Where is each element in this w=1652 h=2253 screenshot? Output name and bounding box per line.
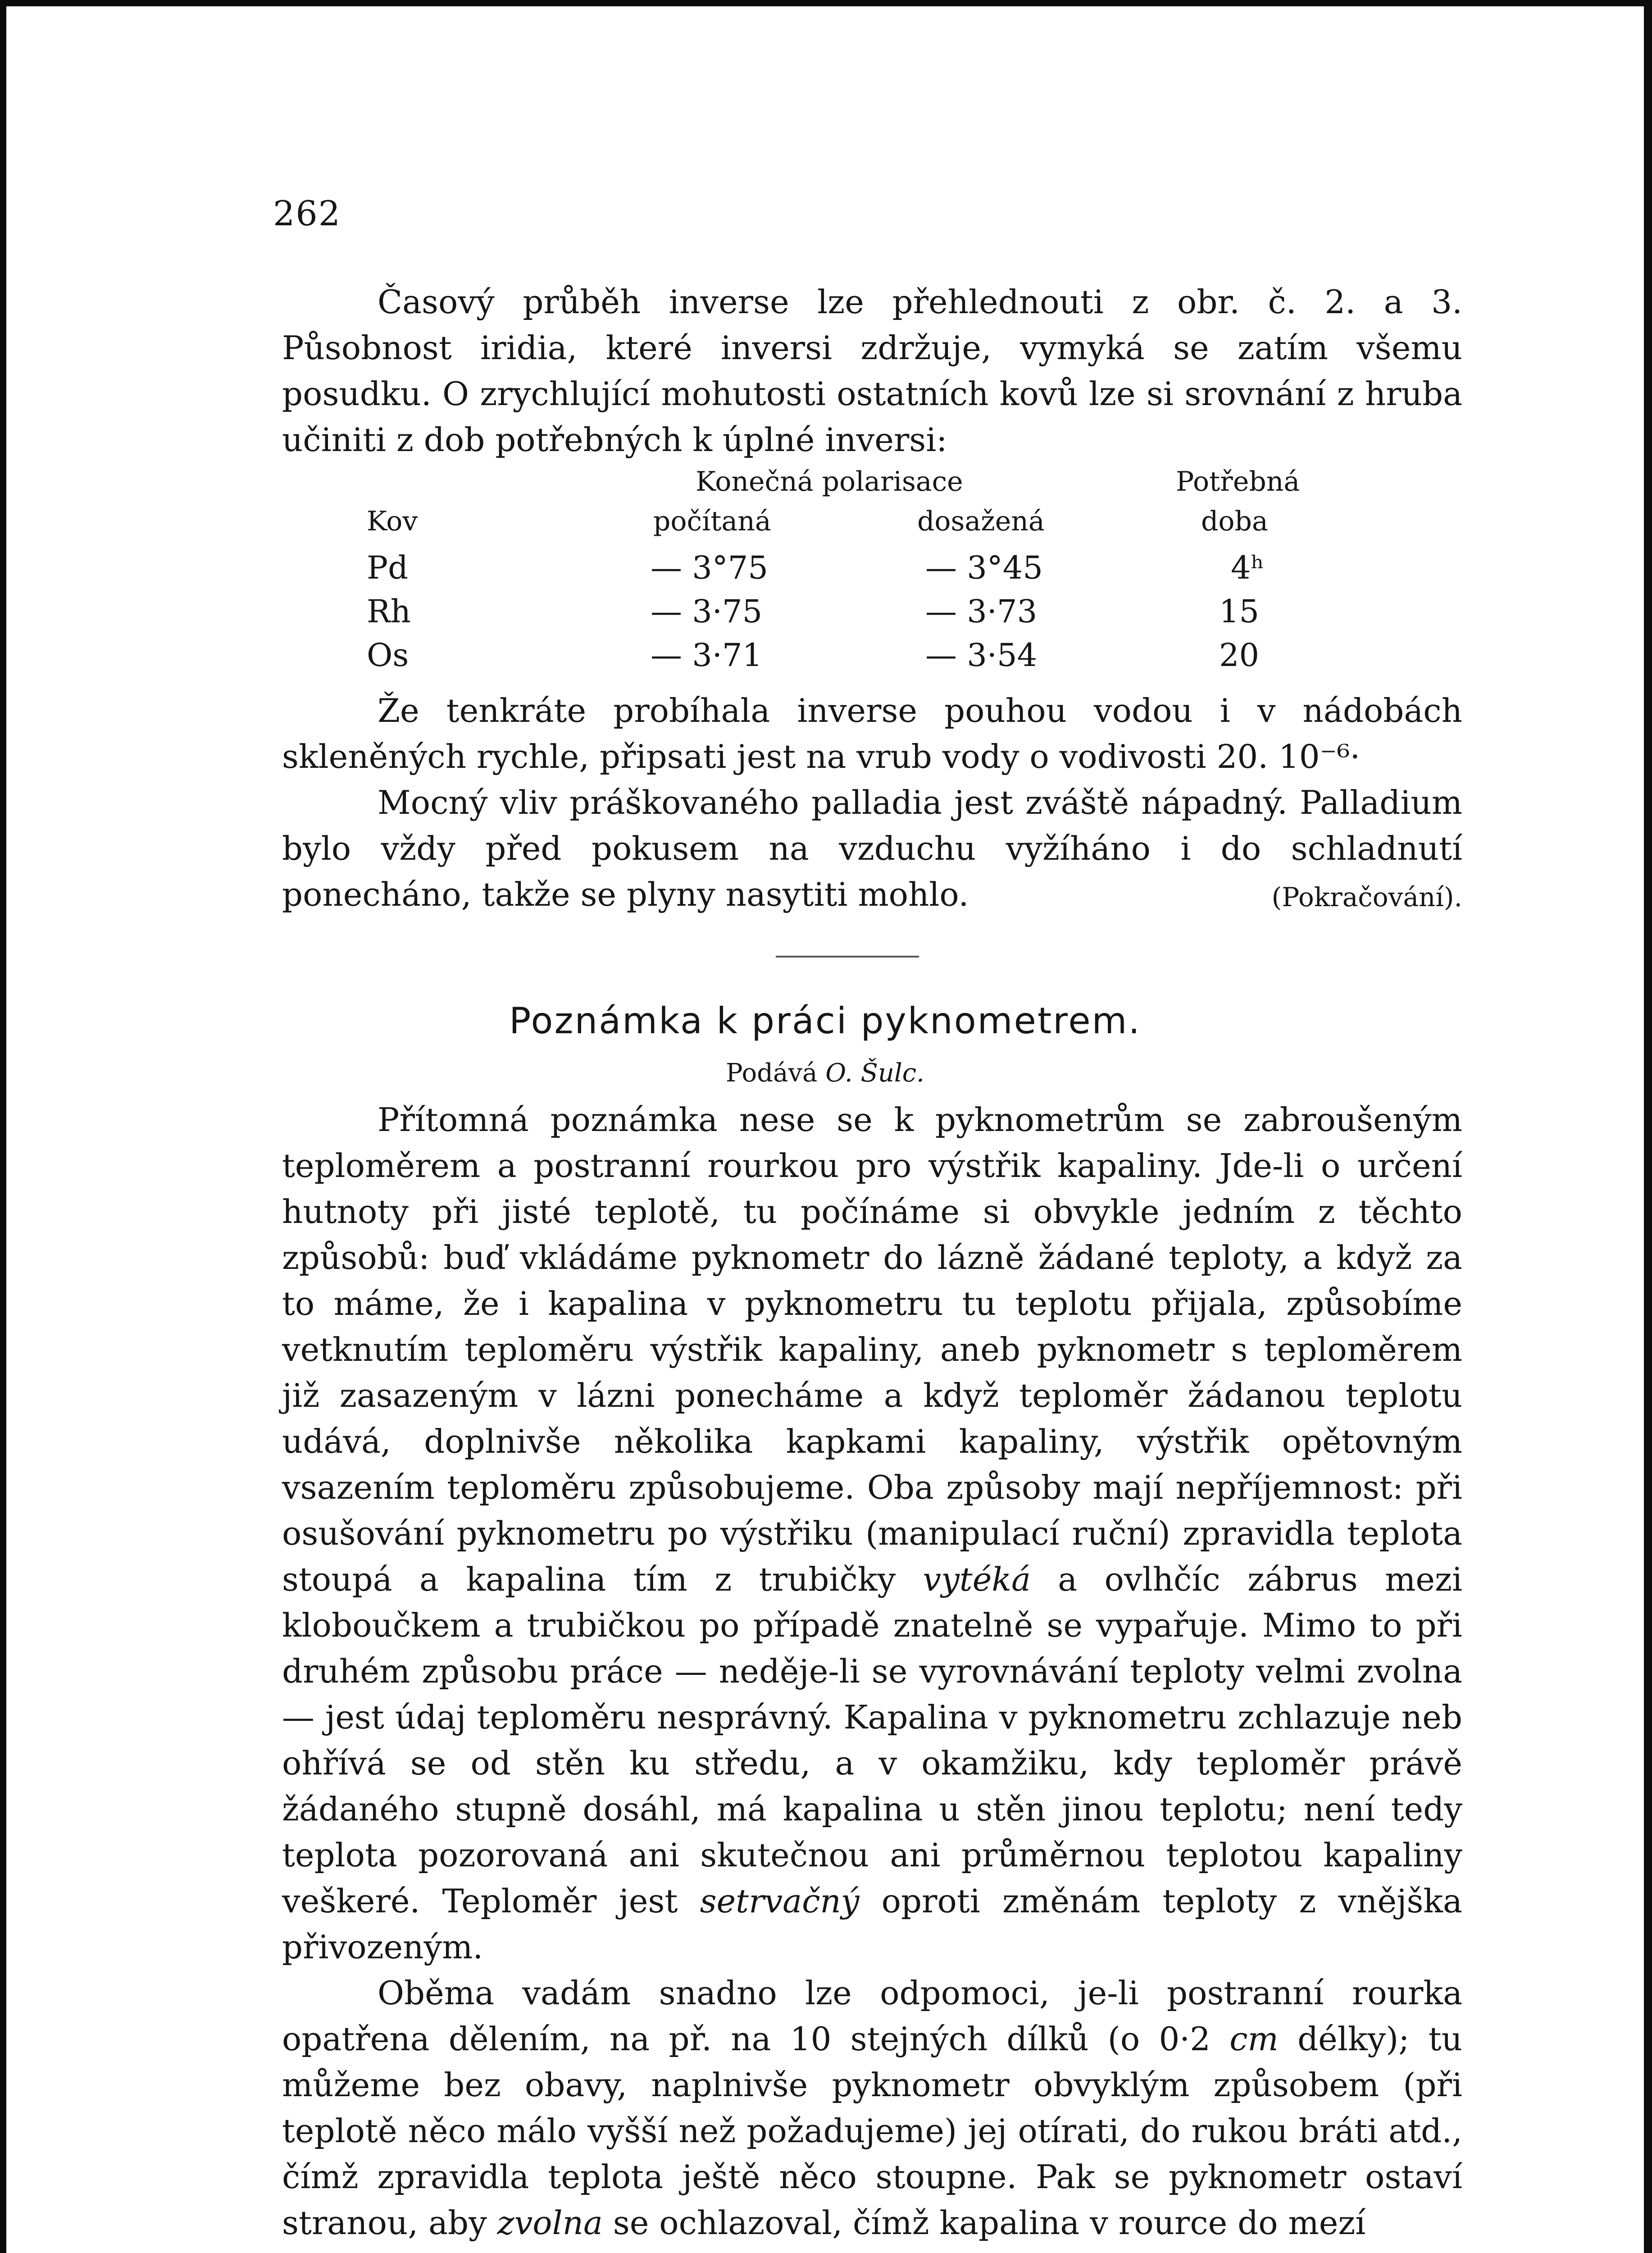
intro-paragraph: Časový průběh inverse lze přehlednouti z obr. č. 2. a 3. Působnost iridia, které inversi zdržuje, vymyká se zatím všemu posudku. O zrychlující mohutosti ostatních kovů lze si srovnání z hruba učiniti z dob potřebných k úplné inversi: (282, 283, 1462, 459)
p2-text-b: délky); tu můžeme bez obavy, naplnivše pyknometr obvyklým způsobem (při teplotě něco málo vyšší než požadujeme) jej otírati, do rukou bráti atd., čímž zpravidla teplota ještě něco stoupne. Pak se pyknometr ostaví stranou, aby (282, 2020, 1463, 2242)
row-achieved: — 3°45 (925, 549, 1043, 586)
after-table-block (282, 688, 1462, 920)
palladium-paragraph (282, 780, 1462, 917)
section-divider (776, 956, 919, 958)
article-paragraph-2 (282, 1970, 1462, 2246)
p1-emphasis-vyteka: vytéká (923, 1560, 1031, 1598)
table-row (367, 637, 1358, 677)
intro-block (282, 279, 1462, 463)
table-row (367, 593, 1358, 634)
header-kov: Kov (367, 506, 418, 537)
continued-note: (Pokračování). (1271, 882, 1462, 912)
header-konecna-polarisace: Konečná polarisace (696, 466, 963, 497)
table-row (367, 549, 1358, 590)
table-header-row-2 (367, 506, 1358, 546)
row-achieved: — 3·73 (925, 593, 1038, 630)
row-achieved: — 3·54 (925, 637, 1038, 674)
article-byline (6, 1058, 1644, 1088)
row-metal: Pd (367, 549, 408, 586)
row-computed: — 3·71 (651, 637, 763, 674)
p2-emphasis-zvolna: zvolna (497, 2204, 603, 2242)
header-potrebna: Potřebná (1176, 466, 1300, 497)
header-doba: doba (1201, 506, 1268, 537)
p1-text-a: Přítomná poznámka nese se k pyknometrům se zabroušeným teploměrem a postranní rourkou pro výstřik kapaliny. Jde-li o určení hutnoty při jisté teplotě, tu počínáme si obvykle jedním z těchto způsobů: buď vkládáme pyknometr do lázně žádané teploty, a když za to máme, že i kapalina v pyknometru tu teplotu přijala, způsobíme vetknutím teploměru výstřik kapaliny, aneb pyknometr s teploměrem již zasazeným v lázni ponecháme a když teploměr žádanou teplotu udává, doplnivše několika kapkami kapaliny, výstřik opětovným vsazením teploměru způsobujeme. Oba způsoby mají nepříjemnost: při osušování pyknometru po výstřiku (manipulací ruční) zpravidla teplota stoupá a kapalina tím z trubičky (282, 1101, 1462, 1598)
row-time: 15 (1219, 593, 1260, 630)
row-time: 20 (1219, 637, 1260, 674)
palladium-text: Mocný vliv práškovaného palladia jest zváště nápadný. Palladium bylo vždy před pokusem na vzduchu vyžíháno i do schladnutí ponecháno, takže se plyny nasytiti mohlo. (282, 784, 1462, 913)
p1-text-c: oproti změnám teploty z vnějška přivozeným. (282, 1882, 1462, 1966)
vodivost-paragraph: Že tenkráte probíhala inverse pouhou vodou i v nádobách skleněných rychle, připsati jest na vrub vody o vodivosti 20. 10⁻⁶· (282, 692, 1462, 775)
article-body (282, 1097, 1462, 2246)
header-dosazena: dosažená (917, 506, 1045, 537)
row-time: 4ʰ (1231, 549, 1265, 586)
byline-prefix: Podává (726, 1058, 818, 1088)
row-metal: Os (367, 637, 409, 674)
article-paragraph-1 (282, 1097, 1462, 1970)
page-number: 262 (273, 193, 341, 233)
p1-text-b: a ovlhčíc zábrus mezi kloboučkem a trubičkou po případě znatelně se vypařuje. Mimo to při druhém způsobu práce — neděje-li se vyrovnávání teploty velmi zvolna — jest údaj teploměru nesprávný. Kapalina v pyknometru zchlazuje neb ohřívá se od stěn ku středu, a v okamžiku, kdy teploměr právě žádaného stupně dosáhl, má kapalina u stěn jinou teplotu; není tedy teplota pozorovaná ani skutečnou ani průměrnou teplotou kapaliny veškeré. Teploměr jest (282, 1560, 1462, 1920)
header-pocitana: počítaná (653, 506, 771, 537)
table-header-row-1 (367, 466, 1358, 506)
row-computed: — 3°75 (651, 549, 768, 586)
row-computed: — 3·75 (651, 593, 763, 630)
p2-emphasis-cm: cm (1229, 2020, 1279, 2058)
p2-text-a: Oběma vadám snadno lze odpomoci, je-li postranní rourka opatřena dělením, na př. na 10 stejných dílků (o 0·2 (282, 1974, 1462, 2058)
row-metal: Rh (367, 593, 411, 630)
scanned-page (6, 6, 1644, 2253)
article-title: Poznámka k práci pyknometrem. (509, 1000, 1141, 1042)
byline-author: O. Šulc. (825, 1058, 924, 1088)
p1-emphasis-setrvacny: setrvačný (700, 1882, 860, 1920)
p2-text-c: se ochlazoval, čímž kapalina v rource do mezí (613, 2204, 1366, 2242)
